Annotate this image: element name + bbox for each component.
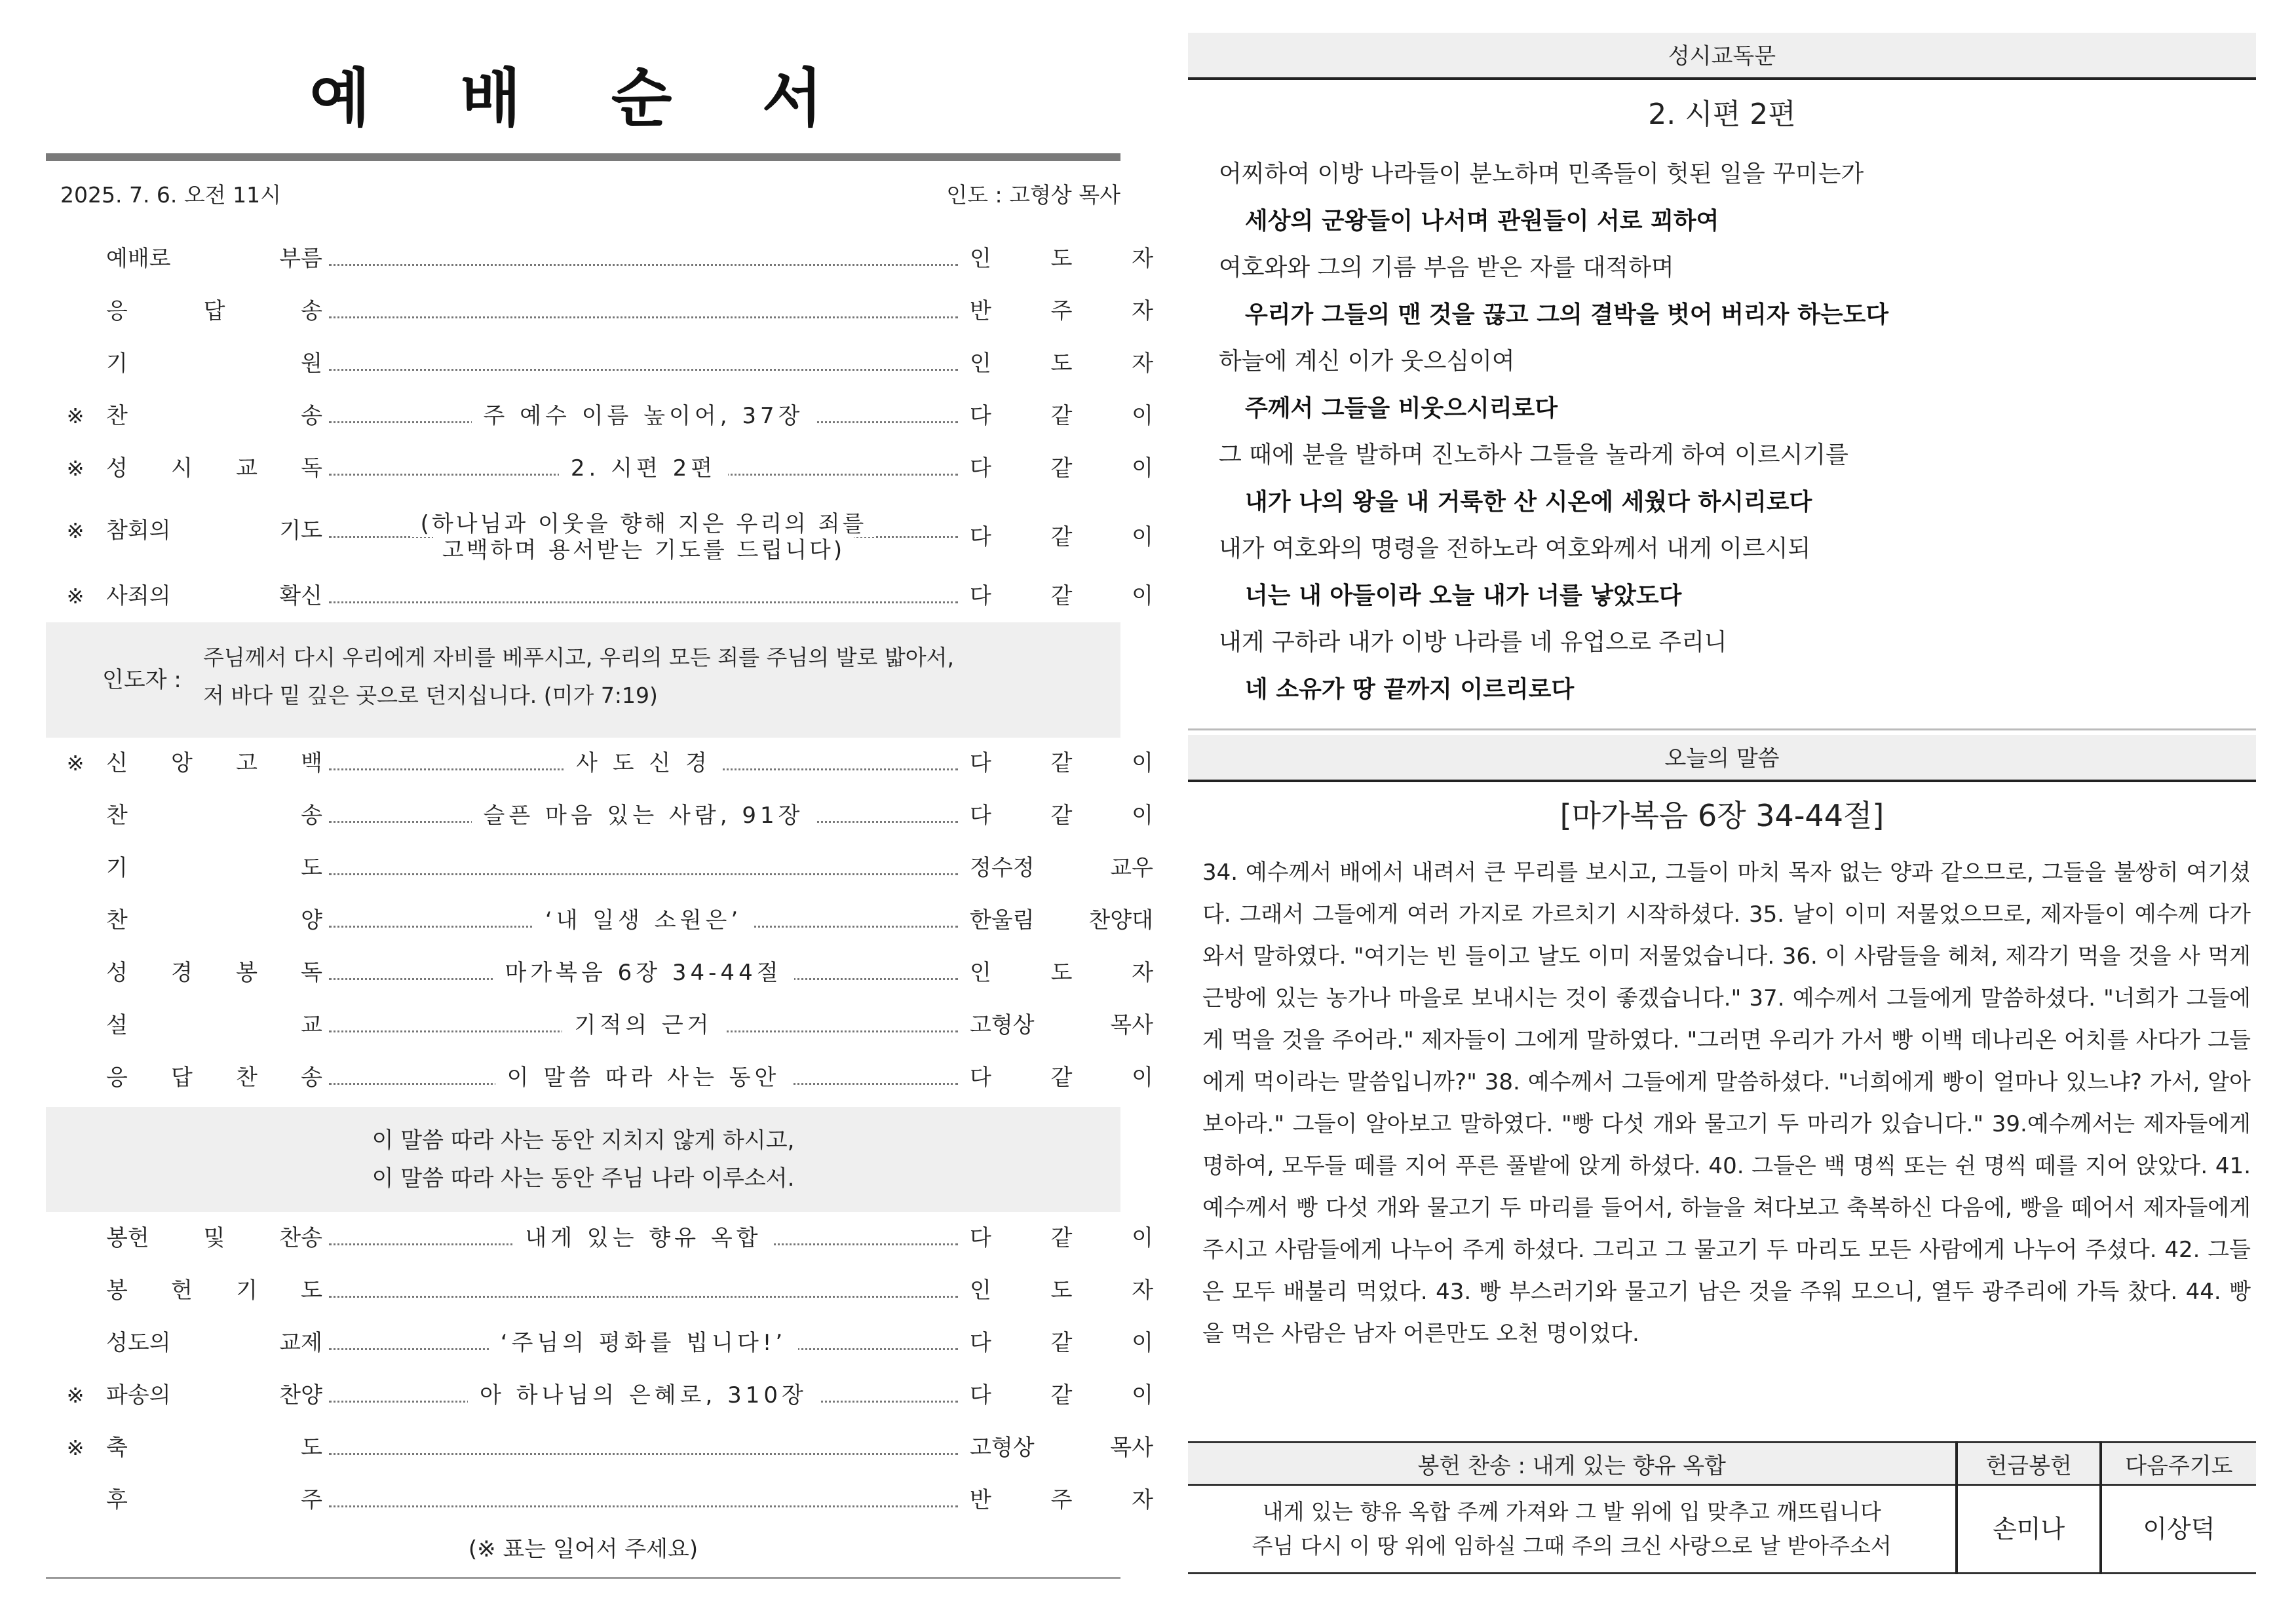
dotted-leader xyxy=(329,369,958,371)
order-item-responsible-part: 다 xyxy=(970,803,991,829)
order-row xyxy=(46,842,1153,894)
order-item-responsible-part: 다 xyxy=(970,455,991,482)
order-item-name-part: 송 xyxy=(301,803,322,829)
psalm-line-leader: 여호와와 그의 기름 부음 받은 자를 대적하며 xyxy=(1219,254,1674,281)
service-date: 2025. 7. 6. 오전 11시 xyxy=(60,182,282,208)
order-item-responsible-part: 다 xyxy=(970,750,991,776)
order-item-name-part: 성 xyxy=(106,960,128,986)
order-item-name-part: 기 xyxy=(106,855,128,881)
order-item-name-part: 찬 xyxy=(106,907,128,934)
psalm-line-leader: 어찌하여 이방 나라들이 분노하며 민족들이 헛된 일을 꾸미는가 xyxy=(1219,161,1864,187)
order-item-name-part: 백 xyxy=(301,750,322,776)
psalm-line-leader: 내게 구하라 내가 이방 나라를 네 유업으로 주리니 xyxy=(1219,629,1727,656)
order-item-name-part: 봉 xyxy=(236,960,258,986)
order-item-name-part: 송 xyxy=(301,298,322,324)
order-item-detail xyxy=(329,947,958,999)
dotted-leader xyxy=(329,264,958,266)
order-row xyxy=(46,894,1153,947)
order-item-detail xyxy=(329,1317,958,1369)
order-item-name xyxy=(106,1212,322,1264)
order-item-responsible xyxy=(970,842,1153,894)
standing-mark xyxy=(59,337,92,390)
order-item-responsible-part: 이 xyxy=(1132,583,1153,609)
order-item-name-part: 찬양 xyxy=(279,1382,322,1408)
order-item-responsible-part: 반 xyxy=(970,1487,991,1513)
order-item-name-part: 확신 xyxy=(279,583,322,609)
order-item-name-part: 부름 xyxy=(279,246,322,272)
order-item-responsible xyxy=(970,1051,1153,1104)
order-row xyxy=(46,337,1153,390)
order-item-name-part: 성도의 xyxy=(106,1330,171,1356)
psalm-divider xyxy=(1188,728,2256,730)
psalm-line-congregation: 내가 나의 왕을 내 거룩한 산 시온에 세웠다 하시리로다 xyxy=(1245,488,1812,516)
order-item-detail-text: 2. 시편 2편 xyxy=(559,455,728,482)
standing-mark xyxy=(59,1051,92,1104)
order-item-leader-dots xyxy=(329,233,958,285)
order-item-responsible-part: 이 xyxy=(1132,1065,1153,1091)
standing-mark xyxy=(59,285,92,337)
order-item-name-part: 신 xyxy=(106,750,128,776)
order-item-responsible-part: 주 xyxy=(1050,1487,1073,1513)
order-item-leader-dots xyxy=(329,1212,958,1264)
standing-mark xyxy=(59,947,92,999)
order-item-responsible-part: 인 xyxy=(970,960,991,986)
order-item-responsible xyxy=(970,789,1153,842)
order-item-name-part: 봉 xyxy=(106,1277,128,1304)
title-divider xyxy=(46,153,1120,161)
order-row xyxy=(46,285,1153,337)
assurance-text xyxy=(203,639,1107,715)
order-item-responsible-part: 교우 xyxy=(1110,855,1153,881)
order-item-name xyxy=(106,233,322,285)
order-item-name-part: 응 xyxy=(106,298,128,324)
standing-mark: ※ xyxy=(66,1435,85,1460)
order-item-leader-dots xyxy=(329,504,958,563)
offering-person: 손미나 xyxy=(1957,1485,2100,1574)
assurance-line: 주님께서 다시 우리에게 자비를 베푸시고, 우리의 모든 죄를 주님의 발로 밟아서, xyxy=(203,645,954,670)
order-item-name xyxy=(106,894,322,947)
order-item-name-part: 독 xyxy=(301,455,322,482)
order-item-responsible xyxy=(970,1369,1153,1422)
standing-mark xyxy=(59,1317,92,1369)
order-item-name xyxy=(106,999,322,1051)
order-row xyxy=(46,1474,1153,1526)
psalm-line-congregation: 너는 내 아들이라 오늘 내가 너를 낳았도다 xyxy=(1245,582,1682,609)
order-item-name-part: 참회의 xyxy=(106,518,171,544)
order-item-responsible-part: 같 xyxy=(1050,750,1073,776)
order-item-name xyxy=(106,570,322,622)
order-item-leader-dots xyxy=(329,1264,958,1317)
order-item-responsible-part: 다 xyxy=(970,1225,991,1251)
order-item-name-part: 찬 xyxy=(106,403,128,429)
order-item-name xyxy=(106,337,322,390)
order-item-responsible-part: 같 xyxy=(1050,803,1073,829)
order-item-responsible-part: 인 xyxy=(970,246,991,272)
order-item-name-part: 찬 xyxy=(236,1065,258,1091)
order-item-responsible-part: 같 xyxy=(1050,1225,1073,1251)
order-item-detail xyxy=(329,1212,958,1264)
standing-mark: ※ xyxy=(66,584,85,609)
order-item-responsible-part: 고형상 xyxy=(970,1012,1035,1038)
order-item-name-part: 기도 xyxy=(279,518,322,544)
order-item-name-part: 앙 xyxy=(171,750,193,776)
order-item-responsible-part: 같 xyxy=(1050,1065,1073,1091)
order-item-name xyxy=(106,1422,322,1474)
order-item-name-part: 찬 xyxy=(106,803,128,829)
order-item-responsible-part: 이 xyxy=(1132,1330,1153,1356)
order-item-responsible-part: 자 xyxy=(1132,298,1153,324)
order-item-name-part: 헌 xyxy=(171,1277,193,1304)
order-item-name xyxy=(106,1317,322,1369)
left-bottom-rule xyxy=(46,1577,1120,1579)
order-item-name-part: 축 xyxy=(106,1435,128,1461)
order-item-detail xyxy=(329,442,958,495)
order-item-name-part: 파송의 xyxy=(106,1382,171,1408)
order-item-responsible xyxy=(970,999,1153,1051)
order-item-detail-text: 이 말씀 따라 사는 동안 xyxy=(495,1065,792,1091)
standing-mark xyxy=(59,233,92,285)
order-item-name-part: 기 xyxy=(106,350,128,377)
order-item-name-part: 봉헌 xyxy=(106,1225,149,1251)
order-item-name-part: 기 xyxy=(236,1277,258,1304)
assurance-box xyxy=(46,622,1120,738)
scripture-reference: [마가복음 6장 34-44절] xyxy=(1559,798,1885,833)
order-item-name xyxy=(106,390,322,442)
order-item-responsible-part: 같 xyxy=(1050,403,1073,429)
order-item-responsible-part: 인 xyxy=(970,1277,991,1304)
order-item-responsible-part: 다 xyxy=(970,524,991,550)
standing-mark xyxy=(59,1474,92,1526)
order-item-name-part: 사죄의 xyxy=(106,583,171,609)
order-item-name-part: 고 xyxy=(236,750,258,776)
order-item-responsible-part: 다 xyxy=(970,403,991,429)
order-item-name-part: 설 xyxy=(106,1012,128,1038)
order-item-responsible-part: 정수정 xyxy=(970,855,1035,881)
psalm-line-congregation: 주께서 그들을 비웃으시리로다 xyxy=(1245,394,1558,422)
order-row xyxy=(46,1317,1153,1369)
order-item-responsible-part: 같 xyxy=(1050,455,1073,482)
order-item-name-part: 및 xyxy=(203,1225,225,1251)
order-item-responsible-part: 다 xyxy=(970,1330,991,1356)
order-item-responsible-part: 이 xyxy=(1132,1382,1153,1408)
order-item-detail-text: 주 예수 이름 높이어, 37장 xyxy=(472,403,816,429)
standing-mark xyxy=(59,1264,92,1317)
order-item-responsible-part: 도 xyxy=(1050,350,1073,377)
order-item-responsible xyxy=(970,737,1153,789)
order-item-detail-line: 고백하며 용서받는 기도를 드립니다) xyxy=(433,537,854,563)
assurance-label: 인도자 : xyxy=(102,667,182,693)
dotted-leader xyxy=(329,873,958,875)
order-item-leader-dots xyxy=(329,1369,958,1422)
order-row xyxy=(46,789,1153,842)
order-item-leader-dots xyxy=(329,1051,958,1104)
response-line: 이 말씀 따라 사는 동안 지치지 않게 하시고, xyxy=(372,1127,795,1154)
order-item-leader-dots xyxy=(329,894,958,947)
order-item-leader-dots xyxy=(329,947,958,999)
order-item-name-part: 도 xyxy=(301,855,322,881)
order-item-responsible-part: 이 xyxy=(1132,803,1153,829)
response-hymn-box xyxy=(46,1107,1120,1212)
order-row xyxy=(46,947,1153,999)
order-item-responsible-part: 반 xyxy=(970,298,991,324)
order-item-leader-dots xyxy=(329,1317,958,1369)
order-item-leader-dots xyxy=(329,285,958,337)
offering-hymn-lyrics xyxy=(1188,1485,1957,1574)
standing-note: (※ 표는 일어서 주세요) xyxy=(468,1536,698,1562)
order-item-responsible-part: 찬양대 xyxy=(1088,907,1153,934)
order-item-leader-dots xyxy=(329,1474,958,1526)
psalm-line-congregation: 네 소유가 땅 끝까지 이르리로다 xyxy=(1245,675,1575,703)
order-item-detail xyxy=(329,511,958,563)
order-item-detail-text: 기적의 근거 xyxy=(562,1012,724,1038)
assurance-line: 저 바다 밑 깊은 곳으로 던지십니다. (미가 7:19) xyxy=(203,683,658,708)
offering-table xyxy=(1188,1441,2256,1574)
order-row xyxy=(46,504,1153,570)
order-item-responsible-part: 같 xyxy=(1050,524,1073,550)
psalm-line-congregation: 우리가 그들의 맨 것을 끊고 그의 결박을 벗어 버리자 하는도다 xyxy=(1245,301,1889,328)
next-prayer-person: 이상덕 xyxy=(2101,1485,2256,1574)
order-item-responsible-part: 같 xyxy=(1050,583,1073,609)
order-item-detail xyxy=(329,737,958,789)
order-item-responsible xyxy=(970,285,1153,337)
psalm-line-leader: 그 때에 분을 발하며 진노하사 그들을 놀라게 하여 이르시기를 xyxy=(1219,442,1848,468)
order-item-name-part: 양 xyxy=(301,907,322,934)
order-item-name-part: 교 xyxy=(301,1012,322,1038)
order-item-leader-dots xyxy=(329,737,958,789)
order-item-leader-dots xyxy=(329,442,958,495)
order-item-name-part: 응 xyxy=(106,1065,128,1091)
lyrics-line: 내게 있는 향유 옥합 주께 가져와 그 발 위에 입 맞추고 깨뜨립니다 xyxy=(1262,1499,1881,1524)
order-item-name-part: 원 xyxy=(301,350,322,377)
dotted-leader xyxy=(329,1505,958,1507)
order-item-responsible xyxy=(970,390,1153,442)
order-item-name xyxy=(106,1474,322,1526)
order-row xyxy=(46,390,1153,442)
order-item-name-part: 송 xyxy=(301,403,322,429)
order-row xyxy=(46,570,1153,622)
standing-mark: ※ xyxy=(66,751,85,776)
dotted-leader xyxy=(329,601,958,603)
order-item-name xyxy=(106,442,322,495)
order-item-responsible xyxy=(970,511,1153,563)
order-item-responsible xyxy=(970,337,1153,390)
order-item-name-part: 독 xyxy=(301,960,322,986)
order-item-responsible-part: 목사 xyxy=(1110,1435,1153,1461)
order-item-responsible xyxy=(970,1212,1153,1264)
order-item-name-part: 교 xyxy=(236,455,258,482)
order-item-detail xyxy=(329,999,958,1051)
order-item-responsible-part: 다 xyxy=(970,1065,991,1091)
order-row xyxy=(46,737,1153,789)
order-item-name xyxy=(106,842,322,894)
order-item-name xyxy=(106,504,322,557)
order-row xyxy=(46,233,1153,285)
psalm-title: 2. 시편 2편 xyxy=(1648,98,1796,131)
order-item-responsible-part: 고형상 xyxy=(970,1435,1035,1461)
offering-header: 헌금봉헌 xyxy=(1957,1443,2100,1485)
sermon-header: 오늘의 말씀 xyxy=(1188,735,2256,782)
order-item-name xyxy=(106,947,322,999)
standing-mark xyxy=(59,1212,92,1264)
dotted-leader xyxy=(329,316,958,318)
order-item-responsible xyxy=(970,947,1153,999)
order-item-responsible-part: 도 xyxy=(1050,960,1073,986)
order-item-name-part: 교제 xyxy=(279,1330,322,1356)
order-item-responsible-part: 이 xyxy=(1132,455,1153,482)
order-item-leader-dots xyxy=(329,842,958,894)
order-item-detail xyxy=(329,390,958,442)
order-item-name xyxy=(106,789,322,842)
response-line: 이 말씀 따라 사는 동안 주님 나라 이루소서. xyxy=(372,1165,795,1192)
standing-mark: ※ xyxy=(66,1383,85,1408)
order-item-name-part: 주 xyxy=(301,1487,322,1513)
order-item-responsible-part: 자 xyxy=(1132,1277,1153,1304)
order-row xyxy=(46,1264,1153,1317)
order-item-detail-text: ‘주님의 평화를 빕니다!’ xyxy=(489,1330,798,1356)
order-item-name-part: 성 xyxy=(106,455,128,482)
order-item-responsible xyxy=(970,1474,1153,1526)
order-item-responsible xyxy=(970,233,1153,285)
standing-mark xyxy=(59,789,92,842)
order-item-detail xyxy=(329,789,958,842)
order-item-responsible-part: 다 xyxy=(970,583,991,609)
order-item-name-part: 경 xyxy=(171,960,193,986)
order-item-leader-dots xyxy=(329,337,958,390)
bulletin-title: 예 배 순 서 xyxy=(309,62,857,135)
order-item-name xyxy=(106,1051,322,1104)
order-item-responsible-part: 한울림 xyxy=(970,907,1035,934)
order-item-name-part: 답 xyxy=(171,1065,193,1091)
order-item-responsible-part: 다 xyxy=(970,1382,991,1408)
order-item-responsible-part: 이 xyxy=(1132,524,1153,550)
order-item-name xyxy=(106,1369,322,1422)
order-item-responsible-part: 주 xyxy=(1050,298,1073,324)
order-item-leader-dots xyxy=(329,999,958,1051)
order-item-responsible xyxy=(970,570,1153,622)
order-item-name-part: 후 xyxy=(106,1487,128,1513)
order-item-detail-text: 아 하나님의 은혜로, 310장 xyxy=(468,1382,819,1408)
lyrics-line: 주님 다시 이 땅 위에 임하실 그때 주의 크신 사랑으로 날 받아주소서 xyxy=(1252,1533,1892,1558)
order-item-responsible xyxy=(970,1422,1153,1474)
order-item-detail-text: 사 도 신 경 xyxy=(564,750,723,776)
order-item-name xyxy=(106,1264,322,1317)
standing-mark xyxy=(59,894,92,947)
order-item-detail xyxy=(329,1369,958,1422)
order-item-detail-text: 내게 있는 향유 옥합 xyxy=(513,1225,773,1251)
order-item-name-part: 도 xyxy=(301,1277,322,1304)
order-item-responsible-part: 도 xyxy=(1050,1277,1073,1304)
order-item-leader-dots xyxy=(329,1422,958,1474)
order-item-responsible xyxy=(970,442,1153,495)
order-item-leader-dots xyxy=(329,570,958,622)
order-item-name xyxy=(106,737,322,789)
order-row xyxy=(46,1051,1153,1104)
order-item-responsible-part: 같 xyxy=(1050,1330,1073,1356)
order-item-responsible-part: 자 xyxy=(1132,246,1153,272)
order-item-name xyxy=(106,285,322,337)
order-item-leader-dots xyxy=(329,390,958,442)
order-item-responsible-part: 이 xyxy=(1132,750,1153,776)
order-item-detail-line: (하나님과 이웃을 향해 지은 우리의 죄를 xyxy=(411,511,876,537)
psalm-line-leader: 내가 여호와의 명령을 전하노라 여호와께서 내게 이르시되 xyxy=(1219,535,1811,562)
order-item-leader-dots xyxy=(329,789,958,842)
order-item-responsible-part: 이 xyxy=(1132,403,1153,429)
standing-mark: ※ xyxy=(66,456,85,481)
order-row xyxy=(46,1212,1153,1264)
order-item-detail xyxy=(329,1051,958,1104)
order-item-name-part: 송 xyxy=(301,1065,322,1091)
order-row xyxy=(46,442,1153,495)
order-item-detail-text: 마가복음 6장 34-44절 xyxy=(493,960,794,986)
order-item-responsible xyxy=(970,894,1153,947)
next-prayer-header: 다음주기도 xyxy=(2101,1443,2256,1485)
standing-mark: ※ xyxy=(66,518,85,543)
dotted-leader xyxy=(329,1296,958,1298)
service-leader: 인도 : 고형상 목사 xyxy=(946,182,1120,208)
order-item-name-part: 도 xyxy=(301,1435,322,1461)
order-item-responsible-part: 인 xyxy=(970,350,991,377)
order-item-detail xyxy=(329,894,958,947)
order-item-name-part: 시 xyxy=(171,455,193,482)
order-item-responsible-part: 자 xyxy=(1132,960,1153,986)
order-item-responsible-part: 도 xyxy=(1050,246,1073,272)
order-item-name-part: 찬송 xyxy=(279,1225,322,1251)
order-item-responsible xyxy=(970,1317,1153,1369)
order-row xyxy=(46,1422,1153,1474)
standing-mark xyxy=(59,842,92,894)
order-item-responsible-part: 자 xyxy=(1132,1487,1153,1513)
psalm-line-congregation: 세상의 군왕들이 나서며 관원들이 서로 꾀하여 xyxy=(1245,207,1719,235)
order-item-responsible xyxy=(970,1264,1153,1317)
standing-mark xyxy=(59,999,92,1051)
psalm-line-leader: 하늘에 계신 이가 웃으심이여 xyxy=(1219,348,1515,375)
order-row xyxy=(46,999,1153,1051)
order-item-responsible-part: 같 xyxy=(1050,1382,1073,1408)
order-item-responsible-part: 자 xyxy=(1132,350,1153,377)
scripture-text: 34. 예수께서 배에서 내려서 큰 무리를 보시고, 그들이 마치 목자 없는 양과 같으므로, 그들을 불쌍히 여기셨다. 그래서 그들에게 여러 가지로 가르치기 시작하셨다. 35. 날이 이미 저물었으므로, 제자들이 예수께 다가와서 말하였다. "여기는 빈 들이고 날도 이미 저물었습니다. 36. 이 사람들을 헤쳐, 제각기 먹을 것을 사 먹게 근방에 있는 농가나 마을로 보내시는 것이 좋겠습니다." 37. 예수께서 그들에게 말씀하셨다. "너희가 그들에게 먹을 것을 주어라." 제자들이 그에게 말하였다. "그러면 우리가 가서 빵 이백 데나리온 어치를 사다가 그들에게 먹이라는 말씀입니까?" 38. 예수께서 그들에게 말씀하셨다. "너희에게 빵이 얼마나 있느냐? 가서, 알아보아라." 그들이 알아보고 말하였다. "빵 다섯 개와 물고기 두 마리가 있습니다." 39.예수께서는 제자들에게 명하여, 모두들 떼를 지어 푸른 풀밭에 앉게 하셨다. 40. 그들은 백 명씩 또는 쉰 명씩 떼를 지어 앉았다. 41. 예수께서 빵 다섯 개와 물고기 두 마리를 들어서, 하늘을 쳐다보고 축복하신 다음에, 빵을 떼어서 제자들에게 주시고 사람들에게 나누어 주게 하셨다. 그리고 그 물고기 두 마리도 모든 사람에게 나누어 주셨다. 42. 그들은 모두 배불리 먹었다. 43. 빵 부스러기와 물고기 남은 것을 주워 모으니, 열두 광주리에 가득 찼다. 44. 빵을 먹은 사람은 남자 어른만도 오천 명이었다. xyxy=(1202,859,2251,1347)
order-item-detail-text: ‘내 일생 소원은’ xyxy=(533,907,754,934)
order-item-responsible-part: 목사 xyxy=(1110,1012,1153,1038)
order-item-responsible-part: 이 xyxy=(1132,1225,1153,1251)
dotted-leader xyxy=(329,1453,958,1455)
order-item-name-part: 예배로 xyxy=(106,246,171,272)
offering-hymn-header: 봉헌 찬송 : 내게 있는 향유 옥합 xyxy=(1188,1443,1957,1485)
order-item-detail-text: 슬픈 마음 있는 사람, 91장 xyxy=(472,803,816,829)
order-row xyxy=(46,1369,1153,1422)
standing-mark: ※ xyxy=(66,404,85,428)
psalm-header: 성시교독문 xyxy=(1188,33,2256,80)
order-item-name-part: 답 xyxy=(203,298,225,324)
